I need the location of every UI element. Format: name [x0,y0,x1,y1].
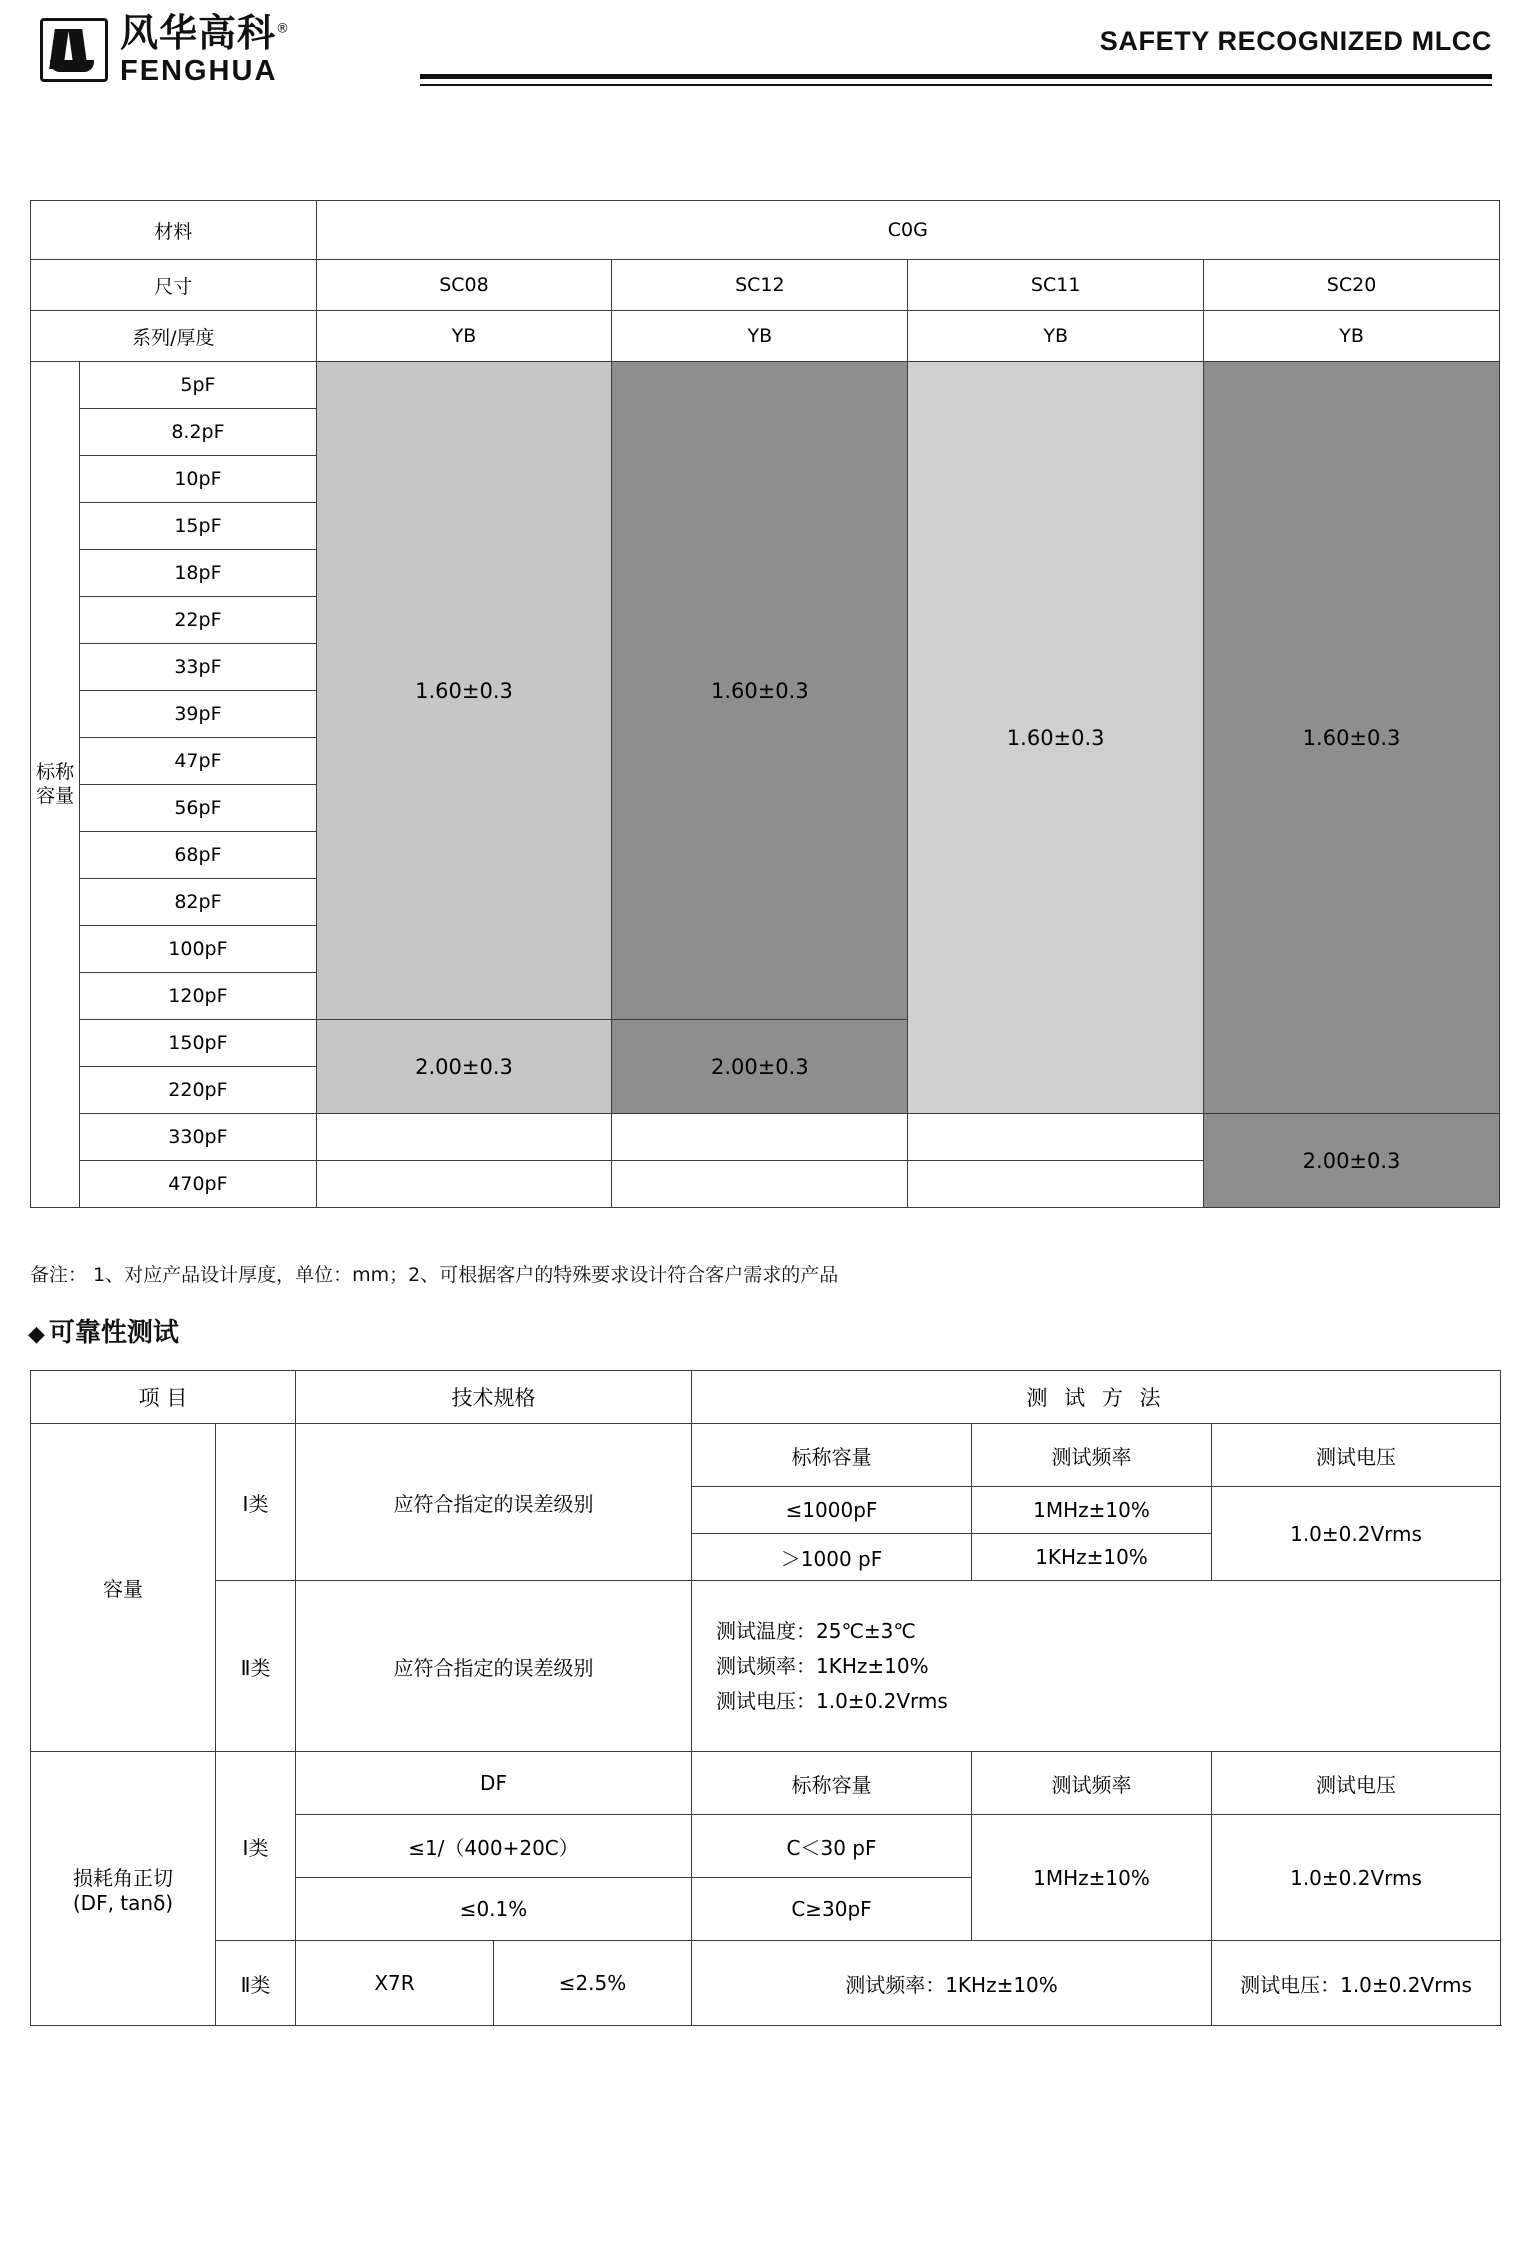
thickness-table-wrapper [30,200,1500,1208]
thickness-table [30,200,1500,1208]
df-label-line2: (DF, tanδ) [72,1891,174,1915]
cap-value: 39pF [80,691,316,738]
sc20-thickness-bottom: 2.00±0.3 [1204,1114,1500,1208]
section-title-reliability: ◆ 可靠性测试 [28,1318,179,1348]
material-label: 材料 [31,201,317,260]
capacitance-class1-label: Ⅰ类 [216,1424,296,1581]
table-row [31,362,1500,409]
row-label-df [31,1752,216,2026]
header-method: 测 试 方 法 [692,1371,1501,1424]
size-sc08: SC08 [316,260,612,311]
df-value-1: ≤1/（400+20C） [296,1815,692,1878]
header-rule-thick [420,74,1492,79]
method-line-voltage: 测试电压：1.0±0.2Vrms [716,1688,948,1713]
capacitance-group-label: 标称 容量 [31,362,80,1208]
subheader-test-frequency: 测试频率 [972,1424,1212,1487]
df-class2-label: Ⅱ类 [216,1941,296,2026]
header-rule-thin [420,84,1492,86]
series-sc12: YB [612,311,908,362]
capacitance-class2-method [692,1581,1501,1752]
cap-value: 47pF [80,738,316,785]
df-class2-frequency: 测试频率：1KHz±10% [692,1941,1212,2026]
df-class2-value: ≤2.5% [494,1941,692,2026]
size-sc12: SC12 [612,260,908,311]
capacitance-class2-label: Ⅱ类 [216,1581,296,1752]
table-row [31,201,1500,260]
df-voltage: 1.0±0.2Vrms [1212,1815,1501,1941]
size-label: 尺寸 [31,260,317,311]
empty-cell [612,1161,908,1208]
table-row [31,1424,1501,1487]
cap-value: 8.2pF [80,409,316,456]
table-row [31,1941,1501,2026]
series-sc08: YB [316,311,612,362]
cap-value: 15pF [80,503,316,550]
cap-range-1: ≤1000pF [692,1487,972,1534]
cap-value: 22pF [80,597,316,644]
cap-value: 120pF [80,973,316,1020]
cap-value: 82pF [80,879,316,926]
header-title: SAFETY RECOGNIZED MLCC [1099,26,1492,56]
df-label-line1: 损耗角正切 [73,1866,173,1890]
method-line-frequency: 测试频率：1KHz±10% [716,1653,929,1678]
logo-swoosh-icon [50,60,94,72]
registered-mark: ® [276,21,291,37]
cap-value: 330pF [80,1114,316,1161]
empty-cell [316,1161,612,1208]
reliability-table-wrapper [30,1370,1500,2026]
fenghua-logo-icon [40,18,108,82]
sc12-thickness-top: 1.60±0.3 [612,362,908,1020]
df-class2-voltage: 测试电压：1.0±0.2Vrms [1212,1941,1501,2026]
size-sc20: SC20 [1204,260,1500,311]
table-row [31,1114,1500,1161]
empty-cell [612,1114,908,1161]
series-sc20: YB [1204,311,1500,362]
df-cap-1: C＜30 pF [692,1815,972,1878]
cap-voltage: 1.0±0.2Vrms [1212,1487,1501,1581]
header-spec: 技术规格 [296,1371,692,1424]
reliability-table [30,1370,1501,2026]
capacitance-class1-spec: 应符合指定的误差级别 [296,1424,692,1581]
empty-cell [908,1161,1204,1208]
table-row [31,1371,1501,1424]
sc12-thickness-bottom: 2.00±0.3 [612,1020,908,1114]
series-sc11: YB [908,311,1204,362]
logo-english-name: FENGHUA [120,55,278,87]
capacitance-class2-spec: 应符合指定的误差级别 [296,1581,692,1752]
material-value: C0G [316,201,1499,260]
sc08-thickness-bottom: 2.00±0.3 [316,1020,612,1114]
df-frequency: 1MHz±10% [972,1815,1212,1941]
series-label: 系列/厚度 [31,311,317,362]
method-line-temperature: 测试温度：25℃±3℃ [716,1618,916,1643]
df-class1-label: Ⅰ类 [216,1752,296,1941]
df-subheader-nominal-capacitance: 标称容量 [692,1752,972,1815]
df-value-2: ≤0.1% [296,1878,692,1941]
cap-value: 100pF [80,926,316,973]
row-label-capacitance: 容量 [31,1424,216,1752]
page-header [0,0,1532,120]
table-row [31,1752,1501,1815]
sc11-thickness-top: 1.60±0.3 [908,362,1204,1114]
cap-freq-1: 1MHz±10% [972,1487,1212,1534]
cap-value: 10pF [80,456,316,503]
df-subheader-test-voltage: 测试电压 [1212,1752,1501,1815]
cap-freq-2: 1KHz±10% [972,1534,1212,1581]
cap-value: 68pF [80,832,316,879]
logo-chinese-name: 风华高科® [120,11,291,55]
size-sc11: SC11 [908,260,1204,311]
sc08-thickness-top: 1.60±0.3 [316,362,612,1020]
df-subheader-test-frequency: 测试频率 [972,1752,1212,1815]
df-cap-2: C≥30pF [692,1878,972,1941]
sc20-thickness-top: 1.60±0.3 [1204,362,1500,1114]
cap-value: 33pF [80,644,316,691]
cap-value: 18pF [80,550,316,597]
cap-value: 150pF [80,1020,316,1067]
table-row [31,260,1500,311]
cap-range-2: ＞1000 pF [692,1534,972,1581]
company-logo [40,0,290,86]
df-header: DF [296,1752,692,1815]
empty-cell [908,1114,1204,1161]
cap-value: 470pF [80,1161,316,1208]
cap-value: 56pF [80,785,316,832]
header-item: 项 目 [31,1371,296,1424]
diamond-bullet-icon: ◆ [28,1322,45,1347]
empty-cell [316,1114,612,1161]
cap-value: 220pF [80,1067,316,1114]
subheader-test-voltage: 测试电压 [1212,1424,1501,1487]
table-note: 备注： 1、对应产品设计厚度，单位：mm；2、可根据客户的特殊要求设计符合客户需求的产品 [30,1264,839,1286]
df-class2-type: X7R [296,1941,494,2026]
cap-value: 5pF [80,362,316,409]
table-row [31,311,1500,362]
subheader-nominal-capacitance: 标称容量 [692,1424,972,1487]
